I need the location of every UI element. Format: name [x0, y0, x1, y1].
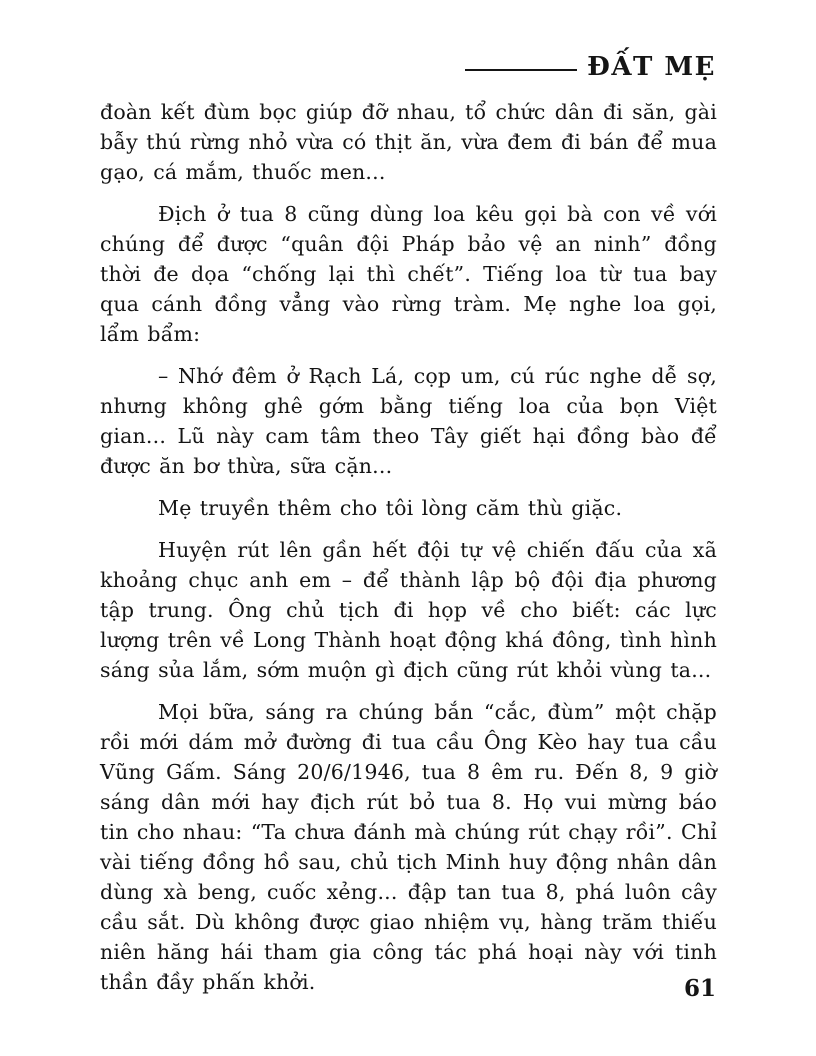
paragraph: Địch ở tua 8 cũng dùng loa kêu gọi bà con về với chúng để được “quân đội Pháp bảo vệ an ninh” đồng thời đe dọa “chống lại thì chết”. Tiếng loa từ tua bay qua cánh đồng vẳng vào rừng tràm. Mẹ nghe loa gọi, lẩm bẩm:: [100, 202, 717, 346]
paragraph-continuation: đoàn kết đùm bọc giúp đỡ nhau, tổ chức dân đi săn, gài bẫy thú rừng nhỏ vừa có thịt ăn, vừa đem đi bán để mua gạo, cá mắm, thuốc men...: [100, 100, 717, 184]
header-rule: [465, 69, 577, 71]
paragraph: Mọi bữa, sáng ra chúng bắn “cắc, đùm” một chặp rồi mới dám mở đường đi tua cầu Ông Kèo hay tua cầu Vũng Gấm. Sáng 20/6/1946, tua 8 êm ru. Đến 8, 9 giờ sáng dân mới hay địch rút bỏ tua 8. Họ vui mừng báo tin cho nhau: “Ta chưa đánh mà chúng rút chạy rồi”. Chỉ vài tiếng đồng hồ sau, chủ tịch Minh huy động nhân dân dùng xà beng, cuốc xẻng... đập tan tua 8, phá luôn cây cầu sắt. Dù không được giao nhiệm vụ, hàng trăm thiếu niên hăng hái tham gia công tác phá hoại này với tinh thần đầy phấn khởi.: [100, 700, 717, 994]
page-number: 61: [683, 975, 716, 1002]
body-text: [100, 97, 717, 1009]
paragraph: Huyện rút lên gần hết đội tự vệ chiến đấu của xã khoảng chục anh em – để thành lập bộ đội địa phương tập trung. Ông chủ tịch đi họp về cho biết: các lực lượng trên về Long Thành hoạt động khá đông, tình hình sáng sủa lắm, sớm muộn gì địch cũng rút khỏi vùng ta...: [100, 538, 717, 682]
paragraph: Mẹ truyền thêm cho tôi lòng căm thù giặc.: [158, 496, 623, 520]
running-head: [465, 52, 716, 82]
book-title: ĐẤT MẸ: [587, 52, 716, 82]
paragraph-dialogue: – Nhớ đêm ở Rạch Lá, cọp um, cú rúc nghe dễ sợ, nhưng không ghê gớm bằng tiếng loa của bọn Việt gian... Lũ này cam tâm theo Tây giết hại đồng bào để được ăn bơ thừa, sữa cặn...: [100, 364, 717, 478]
